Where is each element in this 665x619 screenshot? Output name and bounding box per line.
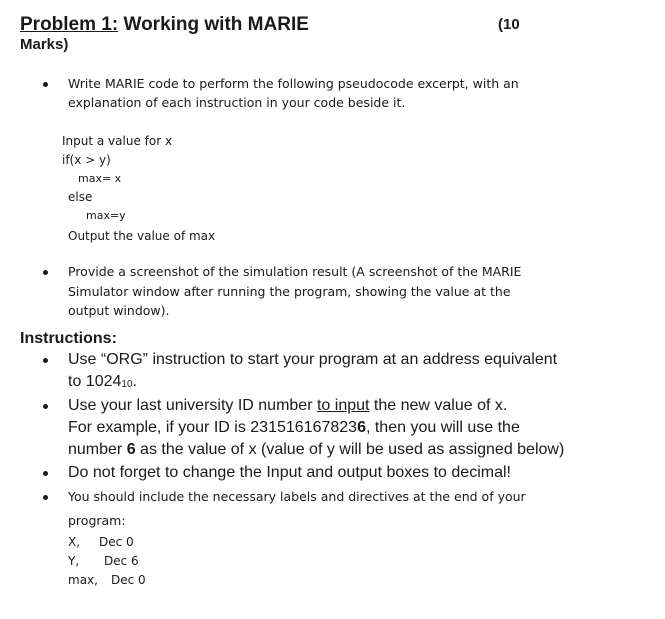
instruction-2-line3 [68, 441, 564, 459]
problem-topic: Working with MARIE [118, 14, 309, 35]
address-value: to 1024 [68, 373, 122, 390]
instruction-2-line2 [68, 419, 520, 437]
label-x: X, [68, 535, 81, 549]
task-bullet2-line2: Simulator window after running the program, showing the value at the [68, 284, 511, 299]
bullet-dot [43, 270, 48, 275]
bullet-dot [43, 471, 48, 476]
label-max: max, [68, 573, 98, 587]
pseudocode-line: max=y [86, 209, 126, 222]
bullet-dot [43, 404, 48, 409]
text: the new value of x. [369, 397, 508, 414]
marks-open: (10 [498, 16, 520, 33]
label-y: Y, [68, 554, 80, 568]
text: For example, if your ID is 231516167823 [68, 419, 358, 436]
text: as the value of x (value of y will be used as assigned below) [135, 441, 565, 458]
instruction-3: Do not forget to change the Input and output boxes to decimal! [68, 464, 511, 481]
instruction-4-line2: program: [68, 513, 126, 528]
text: Use your last university ID number [68, 397, 317, 414]
task-bullet2-line3: output window). [68, 303, 170, 318]
marks-close: Marks) [20, 36, 69, 53]
task-bullet1-line1: Write MARIE code to perform the following pseudocode excerpt, with an [68, 76, 519, 91]
bullet-dot [43, 358, 48, 363]
underlined-text: to input [316, 397, 370, 414]
text: , then you will use the [365, 419, 520, 436]
instruction-1-line1: Use “ORG” instruction to start your program at an address equivalent [68, 351, 558, 368]
instruction-2-line1 [68, 397, 507, 415]
instructions-heading: Instructions: [20, 330, 117, 347]
problem-number: Problem 1: [20, 14, 119, 35]
text: number [68, 441, 127, 458]
instruction-1-line2 [68, 373, 137, 391]
bullet-dot [43, 495, 48, 500]
task-bullet1-line2: explanation of each instruction in your code beside it. [68, 95, 406, 110]
pseudocode-line: Output the value of max [68, 229, 216, 243]
pseudocode-line: else [68, 190, 93, 204]
bold-digit: 6 [357, 419, 366, 436]
bold-digit: 6 [126, 441, 136, 458]
instruction-4-line1: You should include the necessary labels and directives at the end of your [68, 489, 526, 504]
label-x-value: Dec 0 [99, 535, 134, 549]
task-bullet2-line1: Provide a screenshot of the simulation result (A screenshot of the MARIE [68, 264, 522, 279]
pseudocode-line: Input a value for x [62, 134, 173, 148]
period: . [132, 373, 137, 390]
pseudocode-line: max= x [78, 172, 122, 185]
base-subscript: 10 [121, 379, 133, 390]
label-max-value: Dec 0 [111, 573, 146, 587]
bullet-dot [43, 82, 48, 87]
problem-title [20, 14, 309, 36]
label-y-value: Dec 6 [104, 554, 139, 568]
pseudocode-line: if(x > y) [62, 153, 111, 167]
